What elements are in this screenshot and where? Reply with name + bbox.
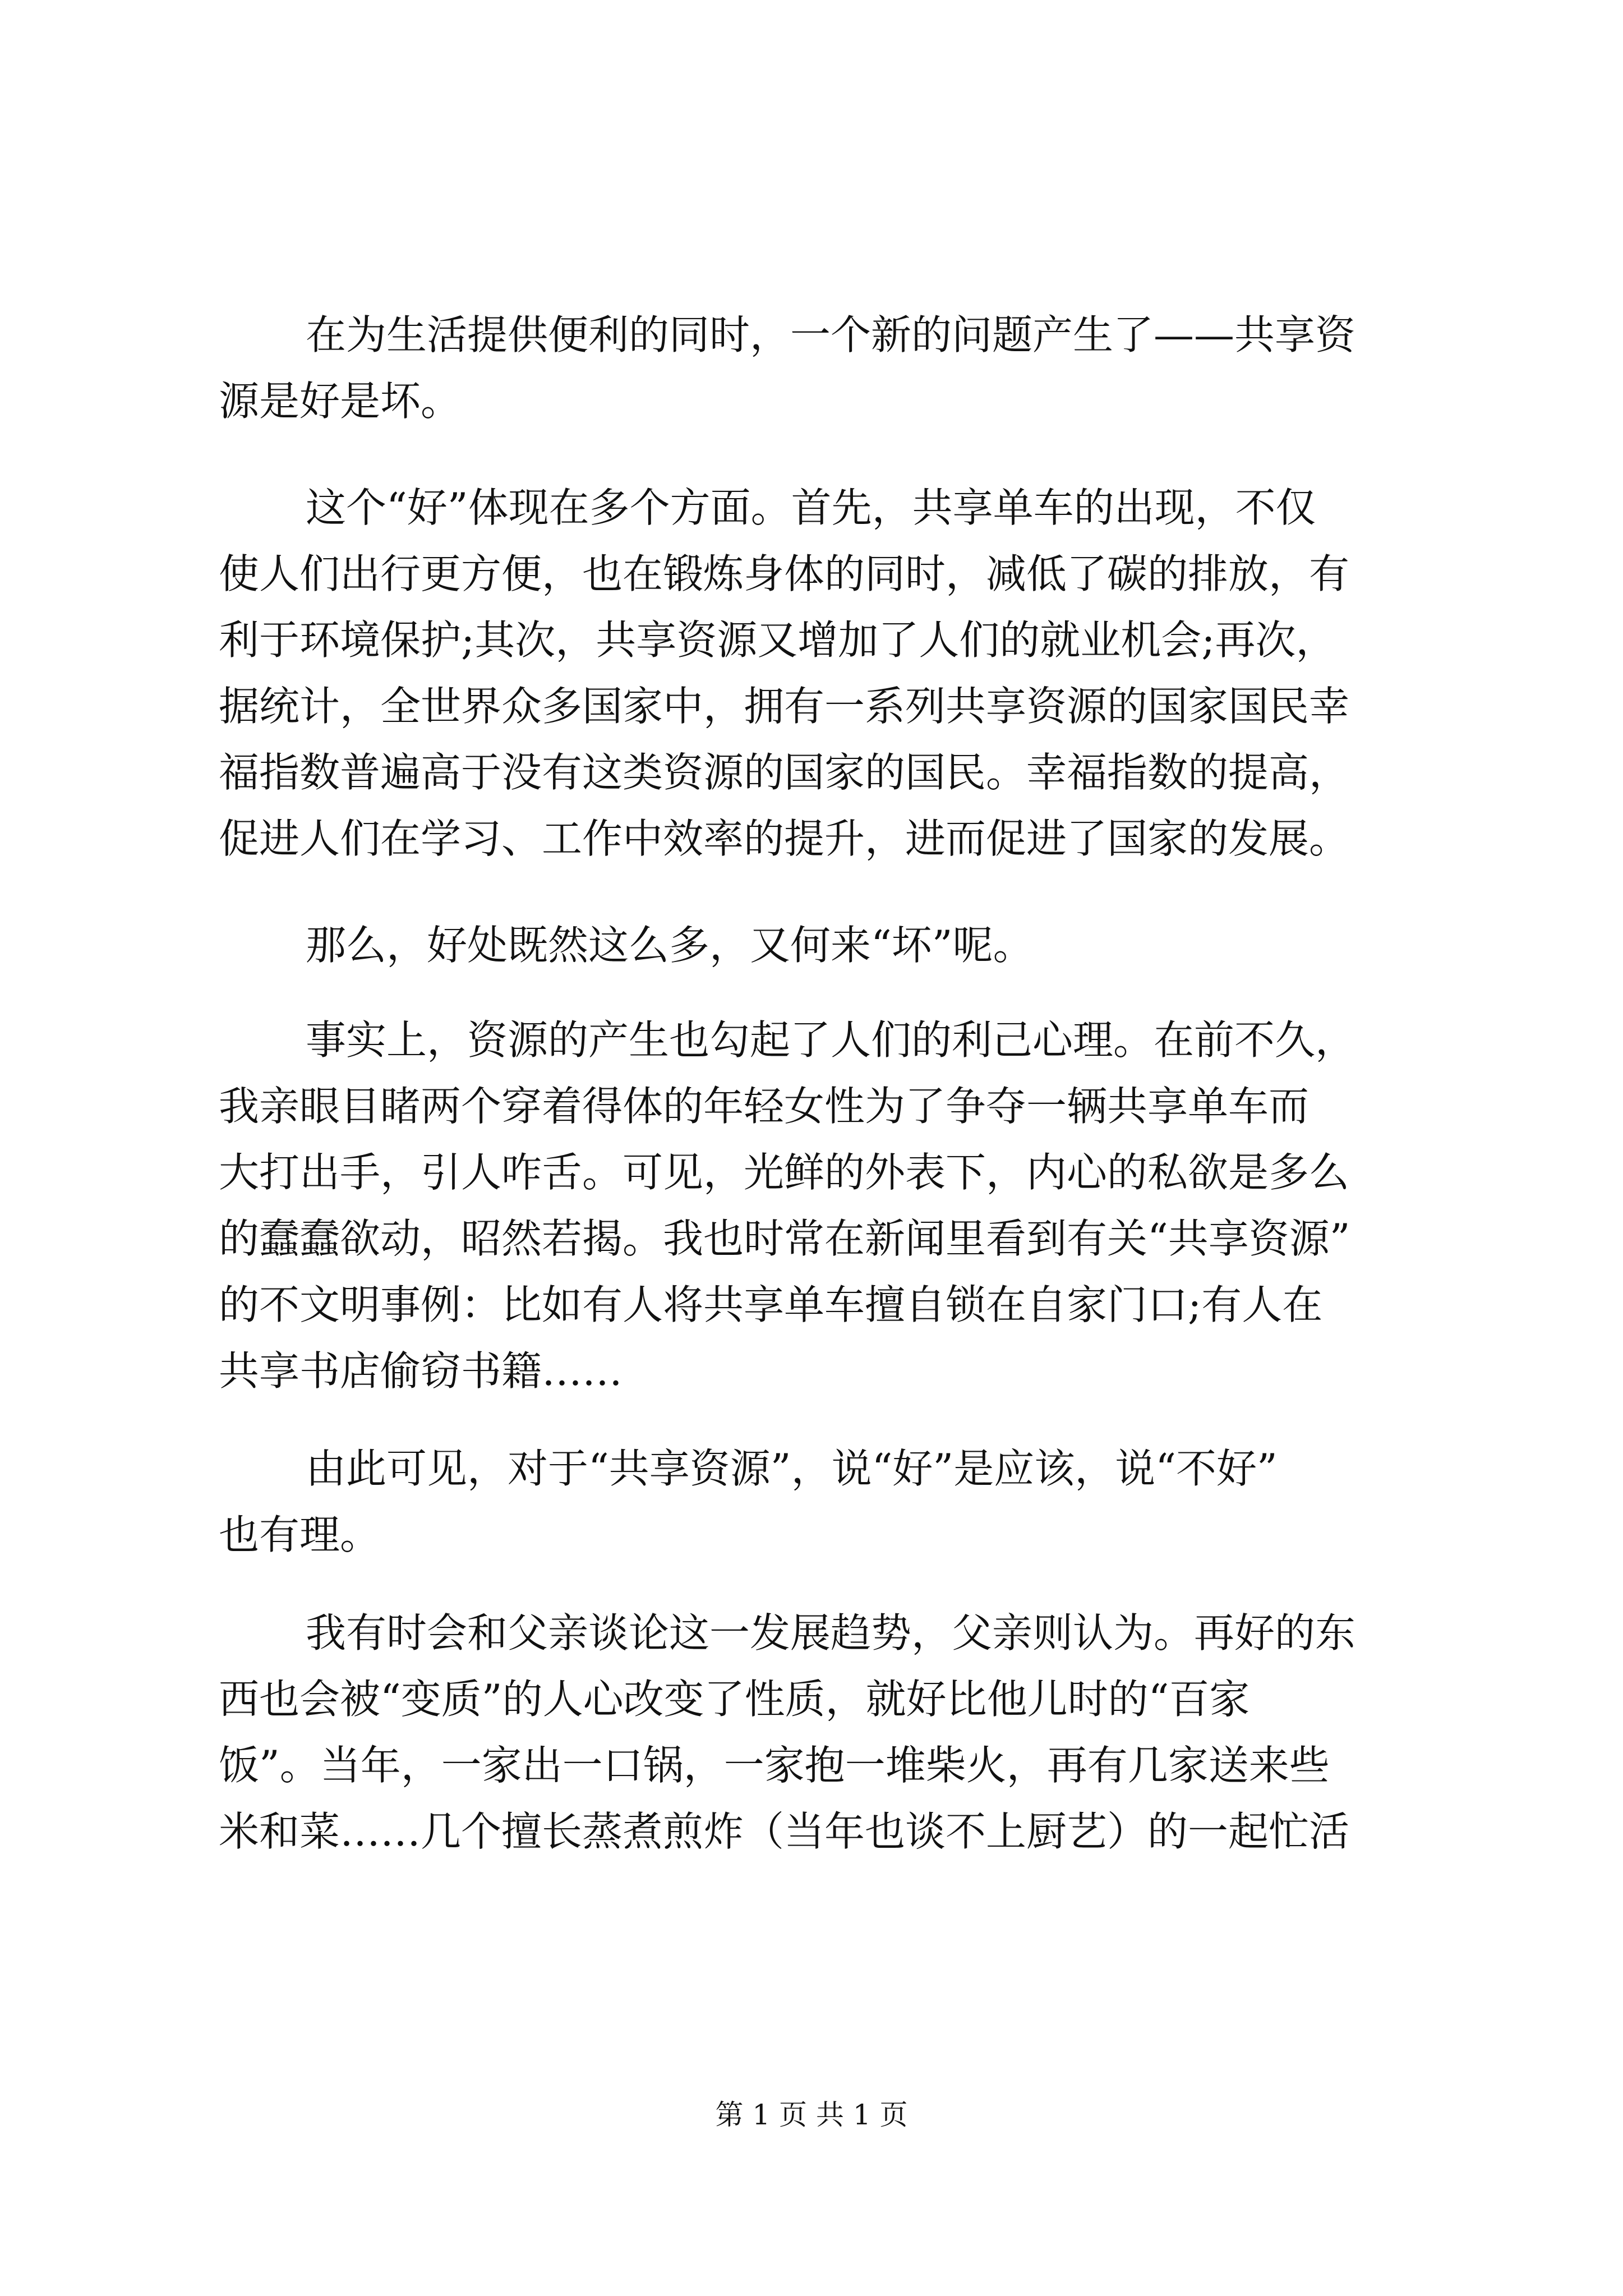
paragraph-line: 福指数普遍高于没有这类资源的国家的国民。幸福指数的提高， (219, 749, 1350, 796)
paragraph-line: 据统计，全世界众多国家中，拥有一系列共享资源的国家国民幸 (219, 683, 1350, 730)
paragraph-line: 那么，好处既然这么多，又何来“坏”呢。 (306, 922, 1034, 969)
paragraph-line: 我亲眼目睹两个穿着得体的年轻女性为了争夺一辆共享单车而 (219, 1083, 1310, 1130)
paragraph-line: 这个“好”体现在多个方面。首先，共享单车的出现，不仅 (306, 484, 1316, 531)
paragraph-line: 大打出手，引人咋舌。可见，光鲜的外表下，内心的私欲是多么 (219, 1149, 1350, 1196)
paragraph-line: 事实上，资源的产生也勾起了人们的利己心理。在前不久， (306, 1016, 1356, 1064)
paragraph-line: 我有时会和父亲谈论这一发展趋势，父亲则认为。再好的东 (306, 1609, 1356, 1657)
paragraph-line: 在为生活提供便利的同时，一个新的问题产生了——共享资 (306, 311, 1356, 358)
paragraph-line: 也有理。 (219, 1511, 381, 1558)
page-footer: 第 1 页 共 1 页 (715, 2099, 908, 2131)
paragraph-line: 由此可见，对于“共享资源”，说“好”是应该，说“不好” (306, 1445, 1278, 1492)
paragraph-line: 使人们出行更方便，也在锻炼身体的同时，减低了碳的排放，有 (219, 550, 1350, 597)
paragraph-line: 的蠢蠢欲动，昭然若揭。我也时常在新闻里看到有关“共享资源” (219, 1215, 1350, 1262)
paragraph-line: 西也会被“变质”的人心改变了性质，就好比他儿时的“百家 (219, 1676, 1250, 1723)
paragraph-line: 米和菜……几个擅长蒸煮煎炸（当年也谈不上厨艺）的一起忙活 (219, 1808, 1350, 1855)
paragraph-line: 源是好是坏。 (219, 378, 462, 425)
paragraph-line: 促进人们在学习、工作中效率的提升，进而促进了国家的发展。 (219, 815, 1350, 862)
paragraph-line: 利于环境保护;其次，共享资源又增加了人们的就业机会;再次， (219, 616, 1336, 664)
paragraph-line: 共享书店偷窃书籍…… (219, 1347, 623, 1395)
paragraph-line: 饭”。当年，一家出一口锅，一家抱一堆柴火，再有几家送来些 (219, 1742, 1330, 1789)
paragraph-line: 的不文明事例：比如有人将共享单车擅自锁在自家门口;有人在 (219, 1281, 1323, 1328)
